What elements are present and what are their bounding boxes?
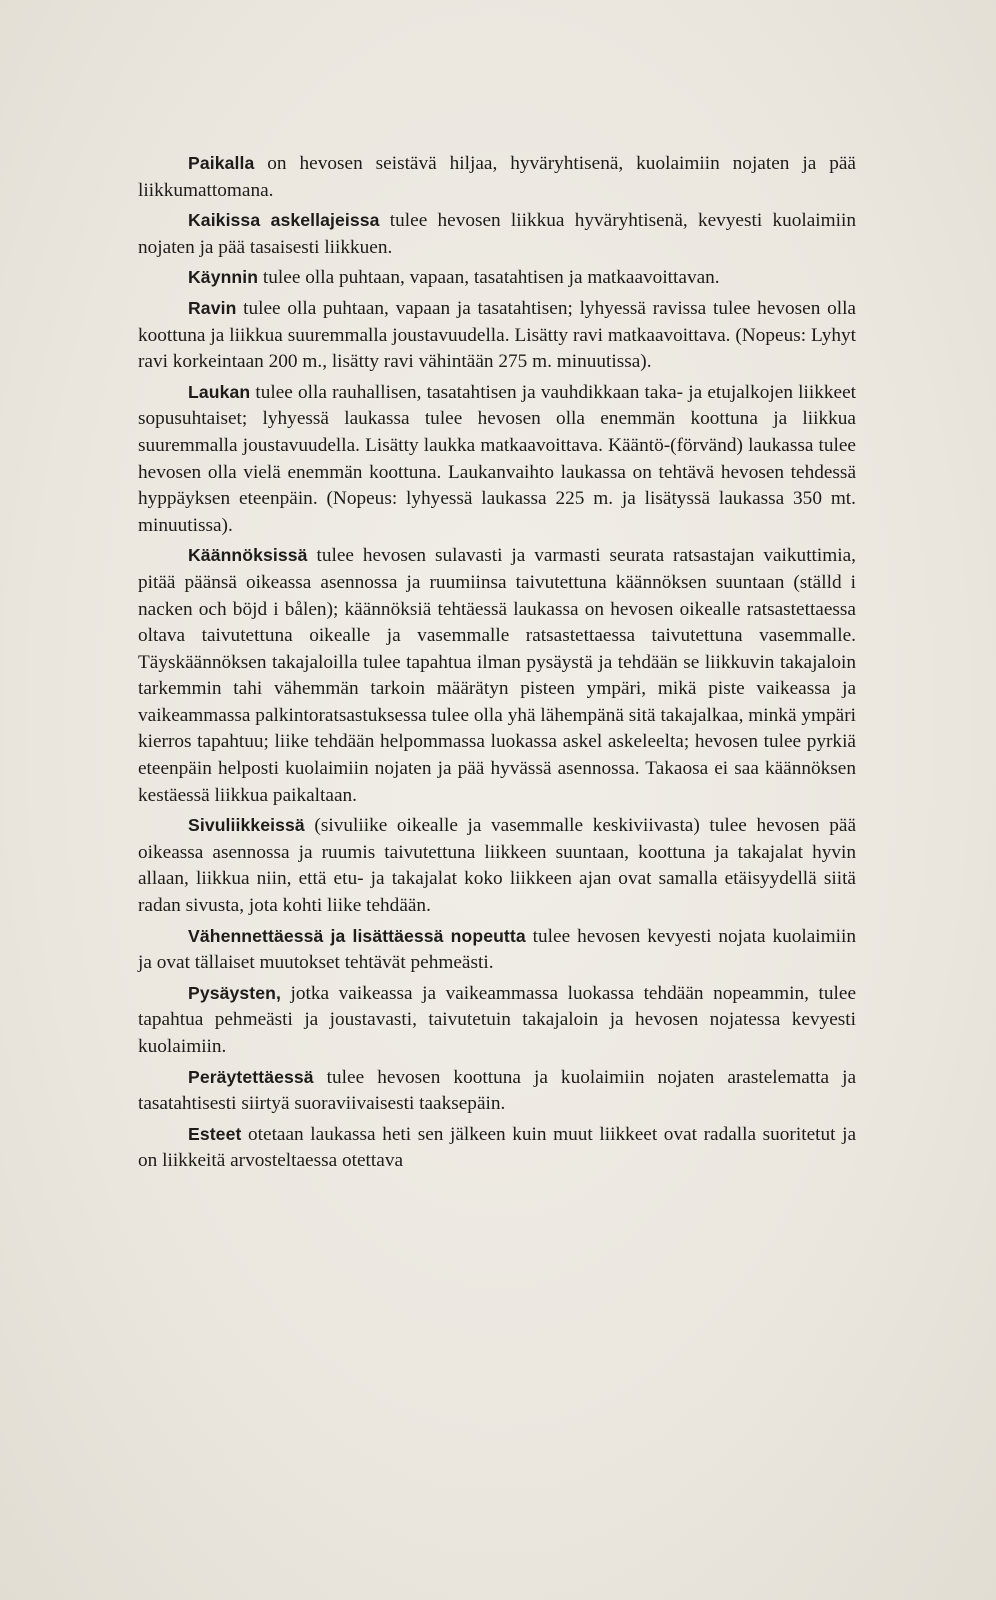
paragraph-text: tulee hevosen koottuna ja kuolaimiin nojaten arastelematta ja tasatahtisesti siirtyä suoraviivaisesti taaksepäin.	[138, 1066, 856, 1115]
paragraph-heading: Käynnin	[188, 267, 259, 288]
paragraph-heading: Sivuliikkeissä	[188, 815, 305, 836]
paragraph-sivuliikkeissa	[138, 812, 856, 919]
paragraph-esteet	[138, 1121, 856, 1175]
paragraph-text: tulee olla puhtaan, vapaan ja tasatahtisen; lyhyessä ravissa tulee hevosen olla koottuna ja liikkua suuremmalla joustavuudella. Lisätty ravi matkaavoittava. (Nopeus: Lyhyt ravi korkeintaan 200 m., lisätty ravi vähintään 275 m. minuutissa).	[138, 297, 856, 373]
paragraph-text: jotka vaikeassa ja vaikeammassa luokassa tehdään nopeammin, tulee tapahtua pehmeästi ja joustavasti, taivutetuin takajaloin ja hevosen nojatessa kevyesti kuolaimiin.	[138, 982, 856, 1057]
paragraph-peraytettaessa	[138, 1064, 856, 1118]
paragraph-text: tulee olla puhtaan, vapaan, tasatahtisen ja matkaavoittavan.	[258, 267, 720, 289]
paragraph-heading: Pysäysten,	[188, 982, 281, 1003]
paragraph-heading: Esteet	[188, 1123, 242, 1144]
paragraph-text: tulee hevosen kevyesti nojata kuolaimiin ja ovat tällaiset muutokset tehtävät pehmeästi.	[138, 925, 856, 974]
paragraph-pysaysten	[138, 980, 856, 1061]
paragraph-laukan	[138, 379, 856, 540]
body-text	[138, 150, 856, 1178]
paragraph-heading: Paikalla	[188, 153, 255, 173]
paragraph-text: otetaan laukassa heti sen jälkeen kuin muut liikkeet ovat radalla suoritetut ja on liikkeitä arvosteltaessa otettava	[138, 1123, 856, 1172]
paragraph-heading: Laukan	[188, 381, 251, 402]
paragraph-heading: Käännöksissä	[188, 545, 308, 566]
paragraph-heading: Vähennettäessä ja lisättäessä nopeutta	[188, 925, 526, 946]
paragraph-text: tulee olla rauhallisen, tasatahtisen ja vauhdikkaan taka- ja etujalkojen liikkeet sopusuhtaiset; lyhyessä laukassa tulee hevosen olla enemmän koottuna ja liikkua suuremmalla joustavuudella. Lisätty laukka matkaavoittava. Kääntö-(förvänd) laukassa tulee hevosen olla vielä enemmän koottuna. Laukanvaihto laukassa on tehtävä hevosen tehdessä hyppäyksen eteenpäin. (Nopeus: lyhyessä laukassa 225 m. ja lisätyssä laukassa 350 mt. minuutissa).	[138, 381, 856, 536]
paragraph-heading: Peräytettäessä	[188, 1066, 314, 1087]
paragraph-text: tulee hevosen liikkua hyväryhtisenä, kevyesti kuolaimiin nojaten ja pää tasaisesti liikkuen.	[138, 210, 856, 258]
paragraph-heading: Ravin	[188, 297, 237, 318]
paragraph-kaannoksissa	[138, 542, 856, 809]
paragraph-ravin	[138, 295, 856, 376]
paragraph-askellajeissa	[138, 207, 856, 261]
paragraph-text: tulee hevosen sulavasti ja varmasti seurata ratsastajan vaikuttimia, pitää päänsä oikeassa asennossa ja ruumiinsa taivutettuna käännöksen suuntaan (ställd i nacken och böjd i bålen); käännöksiä tehtäessä laukassa on hevosen oikealle ratsastettaessa oltava taivutettuna oikealle ja vasemmalle ratsastettaessa taivutettuna vasemmalle. Täyskäännöksen takajaloilla tulee tapahtua ilman pysäystä ja tehdään se liikkuvin takajaloin tarkemmin tahi vähemmän tarkoin määrätyn pisteen ympäri, mikä piste vaikeassa ja vaikeammassa palkintoratsastuksessa tulee olla yhä lähempänä sitä takajalkaa, minkä ympäri kierros tapahtuu; liike tehdään helpommassa luokassa askel askeleelta; hevosen tulee pyrkiä eteenpäin helposti kuolaimiin nojaten ja pää hyvässä asennossa. Takaosa ei saa käännöksen kestäessä liikkua paikaltaan.	[138, 545, 856, 806]
paragraph-heading: Kaikissa askellajeissa	[188, 210, 380, 231]
paragraph-kaynnin	[138, 264, 856, 292]
paragraph-nopeutta	[138, 923, 856, 977]
paragraph-paikalla	[138, 150, 856, 204]
paragraph-text: on hevosen seistävä hiljaa, hyväryhtisenä, kuolaimiin nojaten ja pää liikkumattomana.	[138, 153, 856, 201]
paragraph-text: (sivuliike oikealle ja vasemmalle keskiviivasta) tulee hevosen pää oikeassa asennossa ja ruumis taivutettuna liikkeen suuntaan, koottuna ja takajalat hyvin allaan, liikkua niin, että etu- ja takajalat koko liikkeen ajan ovat samalla etäisyydellä siitä radan sivusta, jota kohti liike tehdään.	[138, 815, 856, 917]
